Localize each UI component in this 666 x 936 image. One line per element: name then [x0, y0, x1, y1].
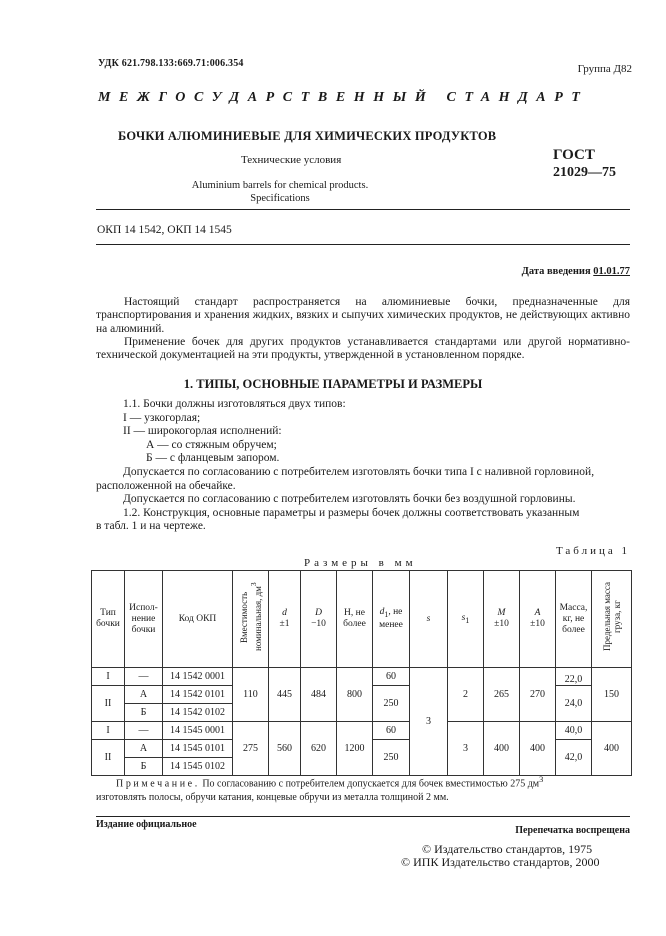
cell-version: Б: [125, 758, 163, 776]
clause-text: А — со стяжным обручем;: [146, 438, 277, 451]
divider: [96, 209, 630, 210]
intro-paragraph: Настоящий стандарт распространяется на алюминиевые бочки, предназначенные для транспортирования и хранения жидких, вязких и сыпучих химических продуктов, не действующих активно на алюминий.: [96, 296, 630, 335]
clause-text: 1.2. Конструкция, основные параметры и размеры бочек должны соответствовать указанным: [123, 506, 580, 519]
date-introduced: [522, 266, 630, 277]
table-caption: Таблица 1: [555, 545, 630, 557]
header-A: A ±10: [520, 571, 556, 668]
clause-text: I — узкогорлая;: [123, 411, 201, 424]
clause-text: Б — с фланцевым запором.: [146, 452, 280, 465]
gost-number: 21029—75: [553, 165, 616, 180]
header-s: s: [410, 571, 448, 668]
cell-H: 800: [337, 668, 373, 722]
intro-paragraph: Применение бочек для других продуктов устанавливается стандартами или другой нормативно-технической документацией на эти продукты, утвержденной в установленном порядке.: [96, 336, 630, 362]
document-title: БОЧКИ АЛЮМИНИЕВЫЕ ДЛЯ ХИМИЧЕСКИХ ПРОДУКТОВ: [118, 129, 497, 143]
cell-s1: 3: [448, 722, 484, 776]
header-M: M ±10: [484, 571, 520, 668]
clause-text: в табл. 1 и на чертеже.: [96, 520, 206, 533]
cell-version: —: [125, 722, 163, 740]
english-title: Aluminium barrels for chemical products.: [191, 180, 369, 191]
table-note: Примечание. По согласованию с потребителем допускается для бочек вместимостью 275 $дм^3$ изготовлять полосы, обручи катания, концевые обручи из металла толщиной 2 мм.: [96, 773, 630, 804]
divider: [96, 244, 630, 245]
cell-D: 620: [301, 722, 337, 776]
cell-mass: 42,0: [556, 740, 592, 776]
header-D: D −10: [301, 571, 337, 668]
cell-code: 14 1542 0102: [163, 704, 233, 722]
cell-type: II: [92, 686, 125, 722]
cell-type: I: [92, 668, 125, 686]
cell-M: 265: [484, 668, 520, 722]
header-d: d ±1: [269, 571, 301, 668]
cell-d1: 60: [373, 722, 410, 740]
clause-text: Допускается по согласованию с потребителем изготовлять бочки без воздушной горловины.: [123, 493, 576, 506]
table-row: [92, 668, 632, 686]
cell-mass: 24,0: [556, 686, 592, 722]
document-subtitle: Технические условия: [241, 154, 342, 166]
english-subtitle: Specifications: [250, 193, 310, 204]
header-okp-code: Код ОКП: [163, 571, 233, 668]
header-mass: Масса, кг, не более: [556, 571, 592, 668]
date-label: Дата введения: [521, 266, 591, 277]
divider: [96, 816, 630, 817]
cell-d1: 250: [373, 686, 410, 722]
cell-mass: 40,0: [556, 722, 592, 740]
cell-d1: 60: [373, 668, 410, 686]
section-body: [96, 398, 630, 534]
cell-s: 3: [410, 668, 448, 776]
cell-load: 400: [592, 722, 632, 776]
cell-M: 400: [484, 722, 520, 776]
reprint-notice: Перепечатка воспрещена: [515, 825, 630, 836]
cell-type: I: [92, 722, 125, 740]
cell-code: 14 1542 0101: [163, 686, 233, 704]
official-edition: Издание официальное: [96, 819, 197, 830]
cell-load: 150: [592, 668, 632, 722]
cell-version: —: [125, 668, 163, 686]
header-H: H, не более: [337, 571, 373, 668]
cell-A: 270: [520, 668, 556, 722]
cell-d: 445: [269, 668, 301, 722]
parameters-table: [91, 570, 632, 776]
cell-version: А: [125, 740, 163, 758]
clause-text: расположенной на обечайке.: [96, 479, 236, 492]
clause-text: II — широкогорлая исполнений:: [123, 425, 282, 438]
cell-type: II: [92, 740, 125, 776]
cell-A: 400: [520, 722, 556, 776]
standard-kind-heading: МЕЖГОСУДАРСТВЕННЫЙ СТАНДАРТ: [98, 90, 589, 105]
copyright-line: © ИПК Издательство стандартов, 2000: [401, 855, 600, 869]
note-label: Примечание.: [116, 778, 200, 790]
note-text-continued: изготовлять полосы, обручи катания, концевые обручи из металла толщиной 2 мм.: [96, 791, 449, 803]
cell-code: 14 1545 0102: [163, 758, 233, 776]
header-s1: $s_1$: [448, 571, 484, 668]
header-capacity: Вместимость номинальная, $дм^3$: [233, 571, 269, 668]
udk-code: УДК 621.798.133:669.71:006.354: [98, 58, 244, 69]
table-units: Размеры в мм: [304, 557, 417, 569]
cell-mass: 22,0: [556, 668, 592, 686]
header-load: Предельная масса груза, кг: [592, 571, 632, 668]
cell-d1: 250: [373, 740, 410, 776]
cell-s1: 2: [448, 668, 484, 722]
table-row: [92, 722, 632, 740]
cell-H: 1200: [337, 722, 373, 776]
okp-codes: ОКП 14 1542, ОКП 14 1545: [97, 224, 232, 236]
cell-code: 14 1545 0101: [163, 740, 233, 758]
clause-text: 1.1. Бочки должны изготовляться двух типов:: [123, 398, 346, 410]
header-d1: $d_1$, не менее: [373, 571, 410, 668]
cell-version: А: [125, 686, 163, 704]
cell-capacity: 275: [233, 722, 269, 776]
cell-D: 484: [301, 668, 337, 722]
table-header-row: [92, 571, 632, 668]
cell-version: Б: [125, 704, 163, 722]
section-heading: 1. ТИПЫ, ОСНОВНЫЕ ПАРАМЕТРЫ И РАЗМЕРЫ: [183, 377, 483, 391]
cell-capacity: 110: [233, 668, 269, 722]
header-version: Испол-нение бочки: [125, 571, 163, 668]
note-text: По согласованию с потребителем допускается для бочек вместимостью 275 дм: [202, 778, 540, 790]
cell-code: 14 1545 0001: [163, 722, 233, 740]
clause-text: Допускается по согласованию с потребителем изготовлять бочки типа I с наливной горловиной,: [123, 465, 595, 478]
cell-d: 560: [269, 722, 301, 776]
header-type: Тип бочки: [92, 571, 125, 668]
copyright-line: © Издательство стандартов, 1975: [422, 842, 593, 856]
date-value: 01.01.77: [593, 266, 630, 277]
group-code: Группа Д82: [577, 63, 632, 75]
gost-label: ГОСТ: [553, 147, 595, 163]
cell-code: 14 1542 0001: [163, 668, 233, 686]
